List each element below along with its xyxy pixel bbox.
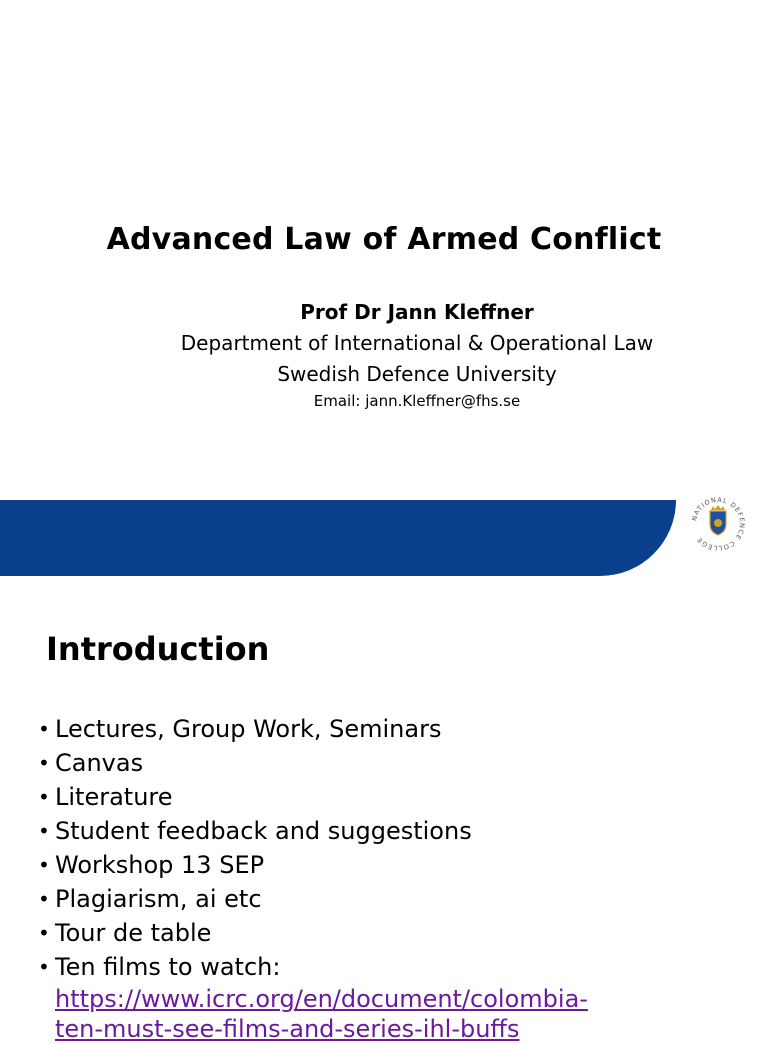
list-item: • Workshop 13 SEP bbox=[38, 851, 265, 879]
list-item: • Lectures, Group Work, Seminars bbox=[38, 715, 442, 743]
author-name: Prof Dr Jann Kleffner bbox=[300, 300, 534, 324]
list-item: • Canvas bbox=[38, 749, 144, 777]
list-item: • Plagiarism, ai etc bbox=[38, 885, 262, 913]
list-item: • Tour de table bbox=[38, 919, 212, 947]
films-link[interactable]: https://www.icrc.org/en/document/colombia- ten-must-see-films-and-series-ihl-buffs bbox=[55, 985, 588, 1043]
introduction-heading: Introduction bbox=[46, 630, 270, 668]
blue-footer-band bbox=[0, 500, 676, 576]
slide-title: Advanced Law of Armed Conflict bbox=[106, 222, 662, 257]
list-item: • Literature bbox=[38, 783, 173, 811]
introduction-slide bbox=[0, 590, 768, 1043]
list-item: • Student feedback and suggestions bbox=[38, 817, 472, 845]
university-name: Swedish Defence University bbox=[277, 362, 557, 386]
national-defence-college-crest-icon bbox=[688, 494, 748, 554]
department-name: Department of International & Operational Law bbox=[180, 331, 654, 355]
bullet-list bbox=[38, 712, 588, 1044]
author-email: Email: jann.Kleffner@fhs.se bbox=[313, 392, 521, 410]
logo-text: NATIONAL DEFENCE COLLEGE bbox=[690, 495, 747, 553]
list-item: • Ten films to watch: https://www.icrc.org/en/document/colombia- ten-must-see-films-and-series-ihl-buffs bbox=[38, 953, 588, 1043]
